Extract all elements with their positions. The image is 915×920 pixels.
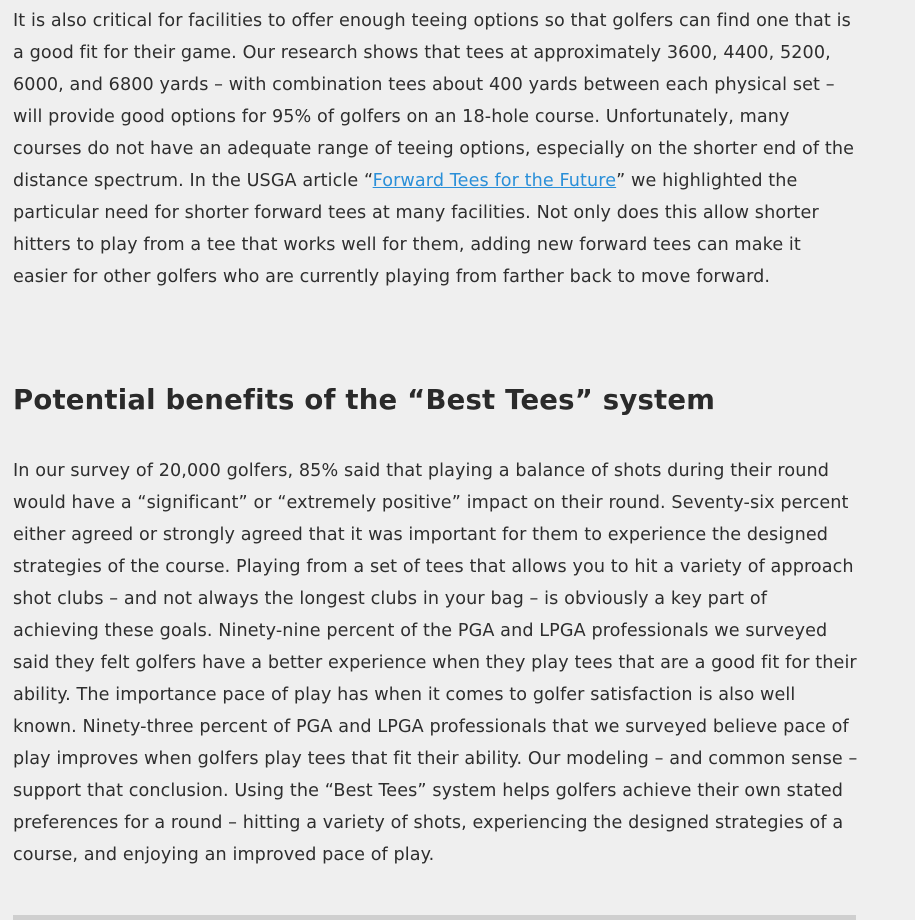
- benefits-paragraph: In our survey of 20,000 golfers, 85% said that playing a balance of shots during their round would have a “significant” or “extremely positive” impact on their round. Seventy-six percent either agreed or strongly agreed that it was important for them to experience the designed strategies of the course. Playing from a set of tees that allows you to hit a variety of approach shot clubs – and not always the longest clubs in your bag – is obviously a key part of achieving these goals. Ninety-nine percent of the PGA and LPGA professionals we surveyed said they felt golfers have a better experience when they play tees that are a good fit for their ability. The importance pace of play has when it comes to golfer satisfaction is also well known. Ninety-three percent of PGA and LPGA professionals that we surveyed believe pace of play improves when golfers play tees that fit their ability. Our modeling – and common sense – support that conclusion. Using the “Best Tees” system helps golfers achieve their own stated preferences for a round – hitting a variety of shots, experiencing the designed strategies of a course, and enjoying an improved pace of play.: [13, 461, 858, 865]
- image-top-edge: [13, 915, 856, 920]
- article-body: [13, 5, 858, 871]
- intro-text-before-link: It is also critical for facilities to offer enough teeing options so that golfers can find one that is a good fit for their game. Our research shows that tees at approximately 3600, 4400, 5200, 6000, and 6800 yards – with combination tees about 400 yards between each physical set – will provide good options for 95% of golfers on an 18-hole course. Unfortunately, many courses do not have an adequate range of teeing options, especially on the shorter end of the distance spectrum. In the USGA article “: [13, 11, 855, 191]
- forward-tees-article-link[interactable]: Forward Tees for the Future: [372, 171, 617, 191]
- intro-paragraph: [13, 5, 858, 293]
- intro-text-after-link: ” we highlighted the particular need for shorter forward tees at many facilities. Not only does this allow shorter hitters to play from a tee that works well for them, adding new forward tees can make it easier for other golfers who are currently playing from farther back to move forward.: [13, 171, 819, 287]
- section-heading: Potential benefits of the “Best Tees” system: [13, 384, 716, 416]
